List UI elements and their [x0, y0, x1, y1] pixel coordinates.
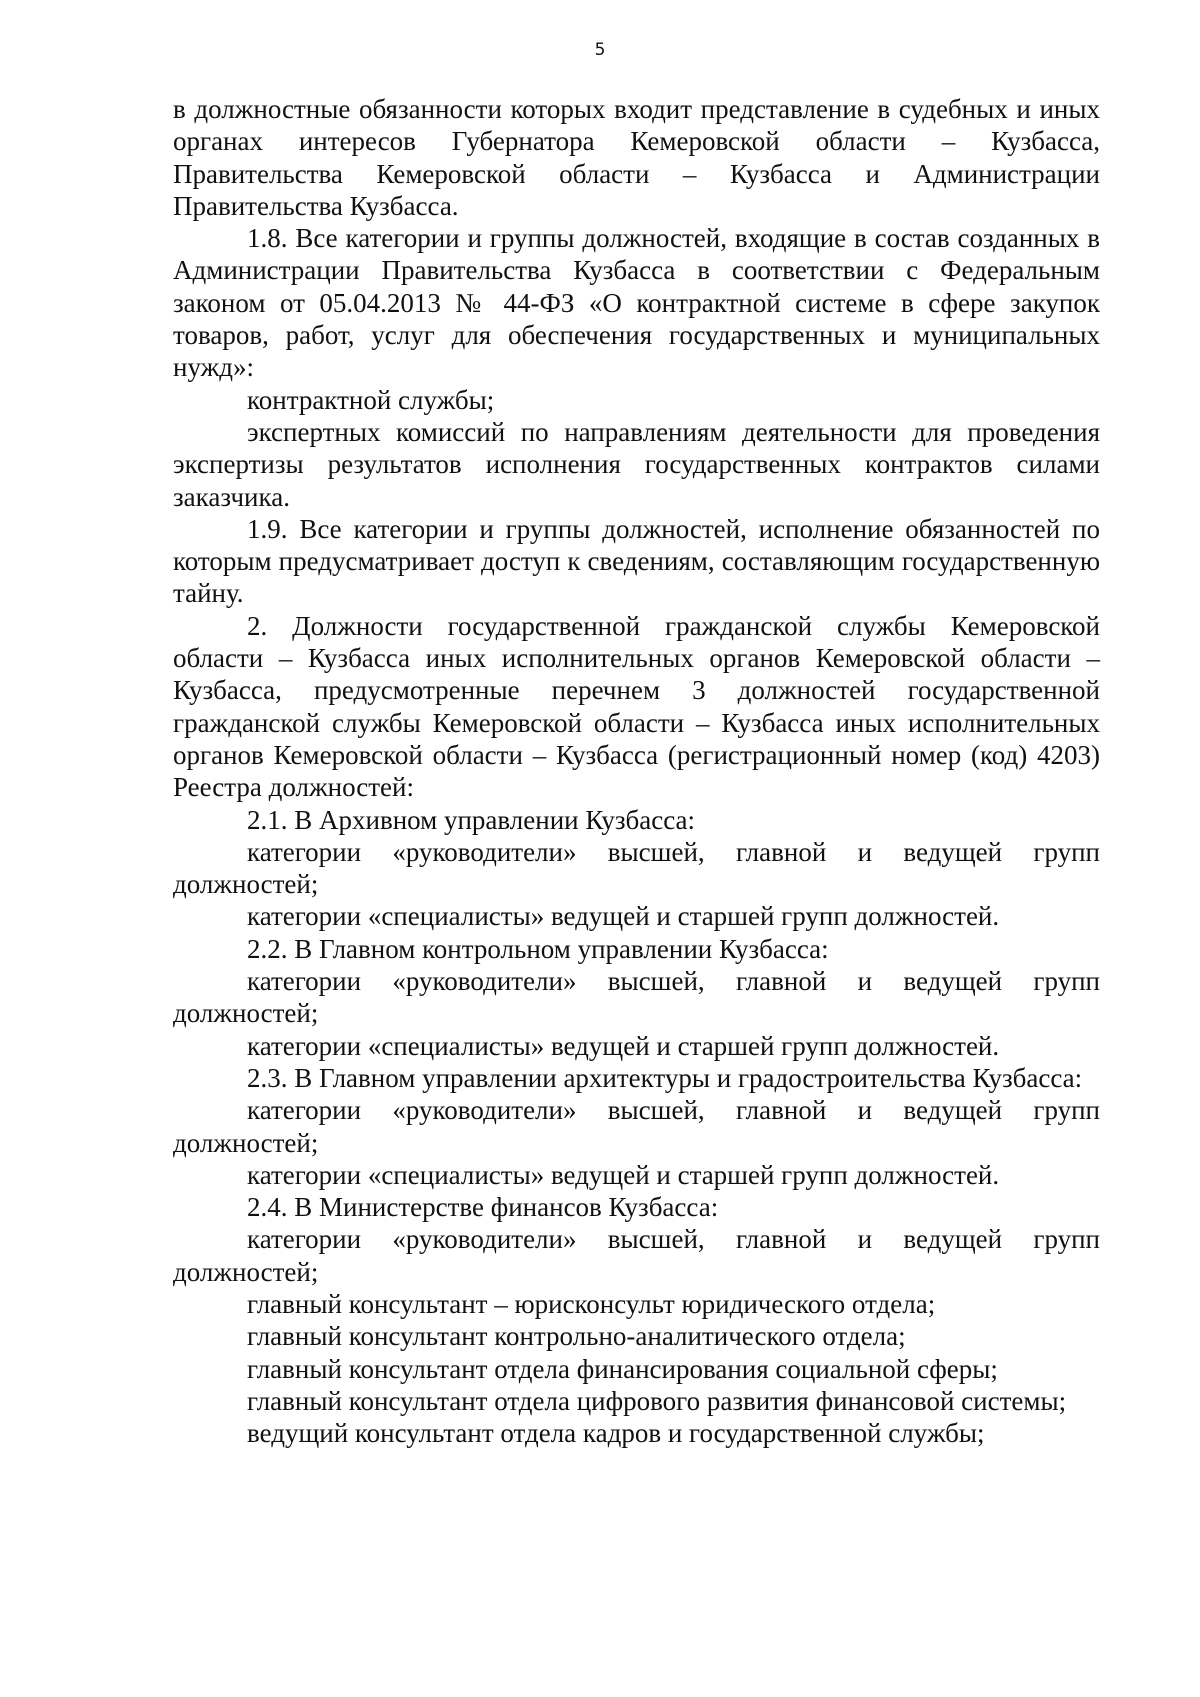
paragraph: 2.1. В Архивном управлении Кузбасса:	[247, 804, 696, 835]
paragraph: главный консультант контрольно-аналитического отдела;	[247, 1321, 906, 1352]
paragraph: контрактной службы;	[247, 384, 495, 415]
paragraph: категории «руководители» высшей, главной и ведущей групп должностей;	[173, 836, 1100, 900]
paragraph: в должностные обязанности которых входит представление в судебных и иных органах интересов Губернатора Кемеровской области – Кузбасса, Правительства Кемеровской области – Кузбасса и Администрации Правительства Кузбасса.	[173, 94, 1100, 221]
paragraph: 1.9. Все категории и группы должностей, исполнение обязанностей по которым предусматривает доступ к сведениям, составляющим государственную тайну.	[173, 513, 1100, 609]
paragraph: категории «руководители» высшей, главной и ведущей групп должностей;	[173, 1224, 1100, 1287]
paragraph: экспертных комиссий по направлениям деятельности для проведения экспертизы результатов исполнения государственных контрактов силами заказчика.	[173, 416, 1100, 512]
paragraph: категории «специалисты» ведущей и старшей групп должностей.	[247, 1159, 1000, 1190]
paragraph: категории «руководители» высшей, главной и ведущей групп должностей;	[173, 966, 1100, 1029]
paragraph: категории «специалисты» ведущей и старшей групп должностей.	[247, 1030, 1000, 1061]
paragraph: категории «руководители» высшей, главной и ведущей групп должностей;	[173, 1095, 1100, 1158]
document-body	[173, 93, 1100, 1449]
paragraph: главный консультант отдела финансирования социальной сферы;	[247, 1353, 998, 1384]
paragraph: ведущий консультант отдела кадров и государственной службы;	[247, 1418, 985, 1449]
paragraph: 2. Должности государственной гражданской службы Кемеровской области – Кузбасса иных исполнительных органов Кемеровской области – Кузбасса, предусмотренные перечнем 3 должностей государственной гражданской службы Кемеровской области – Кузбасса иных исполнительных органов Кемеровской области – Кузбасса (регистрационный номер (код) 4203) Реестра должностей:	[173, 610, 1100, 803]
page-number: 5	[594, 40, 606, 60]
paragraph: категории «специалисты» ведущей и старшей групп должностей.	[247, 901, 1000, 932]
paragraph: 1.8. Все категории и группы должностей, входящие в состав созданных в Администрации Правительства Кузбасса в соответствии с Федеральным законом от 05.04.2013 № 44-ФЗ «О контрактной системе в сфере закупок товаров, работ, услуг для обеспечения государственных и муниципальных нужд»:	[173, 223, 1100, 383]
paragraph: 2.3. В Главном управлении архитектуры и градостроительства Кузбасса:	[247, 1062, 1083, 1093]
paragraph: 2.2. В Главном контрольном управлении Кузбасса:	[247, 933, 829, 964]
paragraph: 2.4. В Министерстве финансов Кузбасса:	[247, 1192, 719, 1223]
paragraph: главный консультант – юрисконсульт юридического отдела;	[247, 1288, 936, 1319]
paragraph: главный консультант отдела цифрового развития финансовой системы;	[247, 1385, 1067, 1416]
